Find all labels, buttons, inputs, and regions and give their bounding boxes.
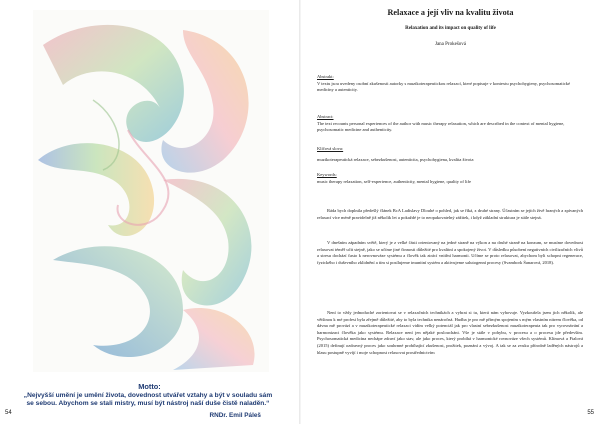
body-paragraph-3: Není to vždy jednoduché zorientovat se v relaxačních technikách a vybrat si tu, která nám vyhovuje. Vyzkoušela jsem jich několik, ale většinou k mé profesi byla zřejmě důležité, aby to byla technika nenáročná. Hudba je pro mě přímým spojením s mým vlastním nitrem člověka, od dávna mě provází a v muzikoterapeutické relaxaci vidím velký potenciál jak pro vlastní sebezkušenost muzikoterapeuta tak pro vyrovnávání a harmonizaci člověka jako systému. Relaxace není jen nějaké posloucháni. Vše je stále v pohybu, v procesu a o procesu jde především. Psychosomatická medicína nechápe zdraví jako stav, ale jako proces, který probíhá v harmonické rovnováze všech systémů. Klímová a Fialová (2015) definují ozdravný proces jako souhrnné probíhající zkušenost, prožitek, poznání a vývoj. A tak se za zvuku přírodně laděných nástrojů a hlasu postupně vyvíjí i moje schopnost relaxovat prostřednictvím bbox=[317, 310, 583, 355]
swirl-illustration bbox=[33, 10, 269, 372]
keywords-label: Keywords: bbox=[317, 172, 337, 177]
motto-quote: „Nejvyšší umění je umění života, dovednost utvářet vztahy a být v souladu sám se sebou. Abychom se stali mistry, musí být nástroj naší duše čistě naladěn.“ bbox=[23, 392, 273, 408]
abstract-section bbox=[317, 114, 583, 134]
page-number-left: 54 bbox=[5, 410, 12, 416]
abstrakt-section bbox=[317, 74, 583, 94]
body-paragraph-1: Ráda bych doplnila předešlý článek BcA Ladislavy Dlouhé o pohled, jak se říká, z druhé strany. Účastním se jejích živě hraných a zpívaných relaxací více méně pravidelně již několik let a pokaždé je to neopakovatelný zážitek, i když základní struktura je stále stejná. bbox=[317, 208, 583, 220]
body-paragraph-2: V dnešním západním světě, který je z velké části orientovaný na jedné straně na výkon a na druhé straně na konzum, se musíme dovednost relaxovat téměř učit stejně, jako se učíme jiné činnosti důležité pro kvalitní a spokojený život. V důsledku působení negativních civilizačních vlivů a stresu dochází často k nerovnováze systému a člověk tak ztrácí vnitřní harmonii. Učíme se proto relaxovat, abychom byli schopni regenerace, fyzického i duševního zklidnění a tím si posílujeme imunitní systém a aktivujeme salutogenní procesy (Svambork Šanarová, 2018). bbox=[317, 240, 583, 265]
abstract-label: Abstract: bbox=[317, 114, 334, 119]
klicova-slova-section bbox=[317, 146, 583, 163]
page-number-right: 55 bbox=[587, 410, 594, 416]
klicova-slova-text: muzikoterapeutická relaxace, sebezkušenost, autenticita, psychohygiena, kvalita života bbox=[317, 156, 474, 162]
article-title: Relaxace a její vliv na kvalitu života bbox=[387, 8, 514, 17]
abstract-text: The text recounts personal experiences of the author with music therapy relaxation, which are described in the context of mental hygiene, psychosomatic medicine and authenticity. bbox=[317, 120, 565, 133]
motto-title: Motto: bbox=[138, 382, 161, 391]
keywords-section bbox=[317, 172, 583, 185]
keywords-text: music therapy relaxation, self-experience, authenticity, mental hygiene, quality of life bbox=[317, 178, 472, 184]
right-page bbox=[301, 0, 600, 424]
article-author: Jana Prokešová bbox=[435, 42, 466, 47]
klicova-slova-label: Klíčová slova: bbox=[317, 146, 344, 151]
left-page bbox=[0, 0, 299, 424]
abstrakt-text: V textu jsou uvedeny osobní zkušenosti autorky s muzikoterapeutickou relaxací, které popisuje v kontextu psychohygieny, psychosomatické medicíny a autenticity. bbox=[317, 80, 570, 93]
motto-author: RNDr. Emil Páleš bbox=[209, 412, 261, 419]
abstrakt-label: Abstrakt: bbox=[317, 74, 334, 79]
article-subtitle: Relaxation and its impact on quality of life bbox=[405, 26, 496, 31]
